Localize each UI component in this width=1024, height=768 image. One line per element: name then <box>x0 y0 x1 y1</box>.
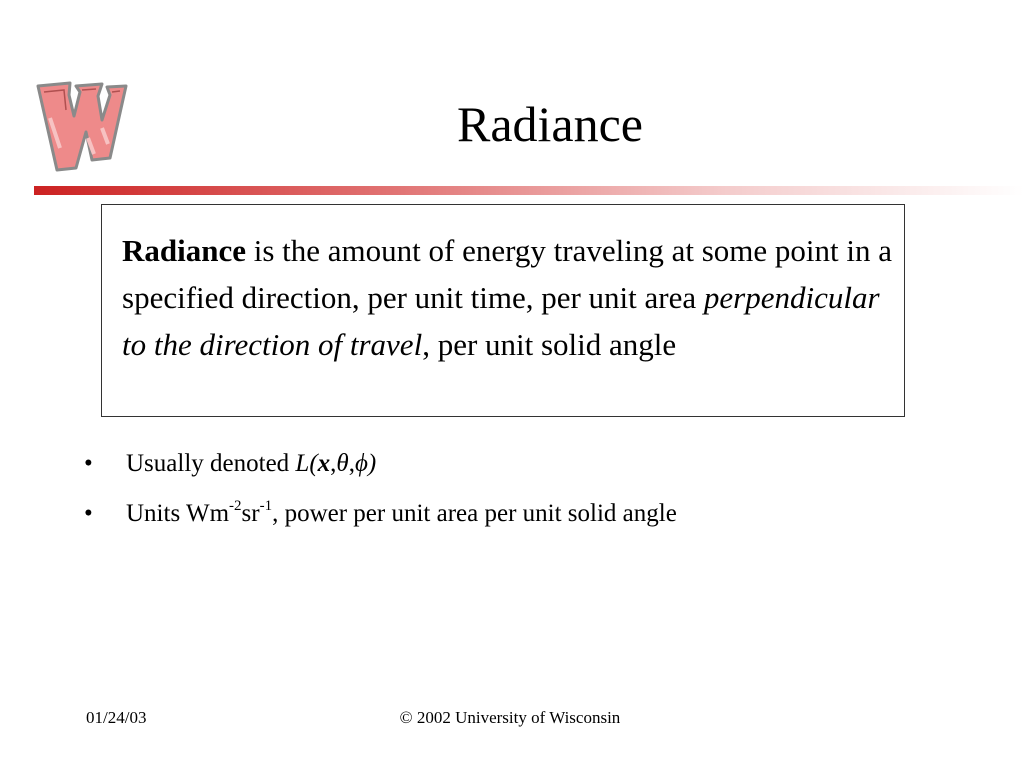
radiance-symbol: L <box>295 450 310 477</box>
units-description: , power per unit area per unit solid angle <box>272 500 677 527</box>
theta-variable: θ <box>336 450 349 477</box>
slide-title: Radiance <box>456 96 643 152</box>
bullet-text: Usually denoted <box>126 450 296 477</box>
comma-separator: , <box>348 450 355 477</box>
definition-box <box>101 204 905 417</box>
close-paren: ) <box>367 450 377 477</box>
comma-separator: , <box>330 450 337 477</box>
footer-date: 01/24/03 <box>86 708 147 727</box>
position-variable: x <box>317 450 331 477</box>
bullet-item-units <box>84 492 1004 542</box>
definition-text-end: , per unit solid angle <box>422 327 677 362</box>
title-divider <box>34 186 1024 195</box>
definition-term: Radiance <box>122 233 246 268</box>
units-text: Units Wm <box>126 500 230 527</box>
definition-emphasis: perpendicular to the direction of travel <box>122 280 880 362</box>
units-text: sr <box>241 500 260 527</box>
wisconsin-w-logo-icon <box>30 78 130 176</box>
units-exponent: -1 <box>259 498 273 514</box>
bullet-marker: • <box>84 500 93 527</box>
phi-variable: ϕ <box>354 450 368 477</box>
bullet-item-notation <box>84 442 1004 492</box>
bullet-marker: • <box>84 450 93 477</box>
open-paren: ( <box>309 450 318 477</box>
units-exponent: -2 <box>229 498 242 514</box>
footer-copyright: © 2002 University of Wisconsin <box>399 708 621 727</box>
definition-text: is the amount of energy traveling at some point in a specified direction, per unit time, per unit area <box>122 233 892 315</box>
bullet-list <box>84 442 1004 542</box>
